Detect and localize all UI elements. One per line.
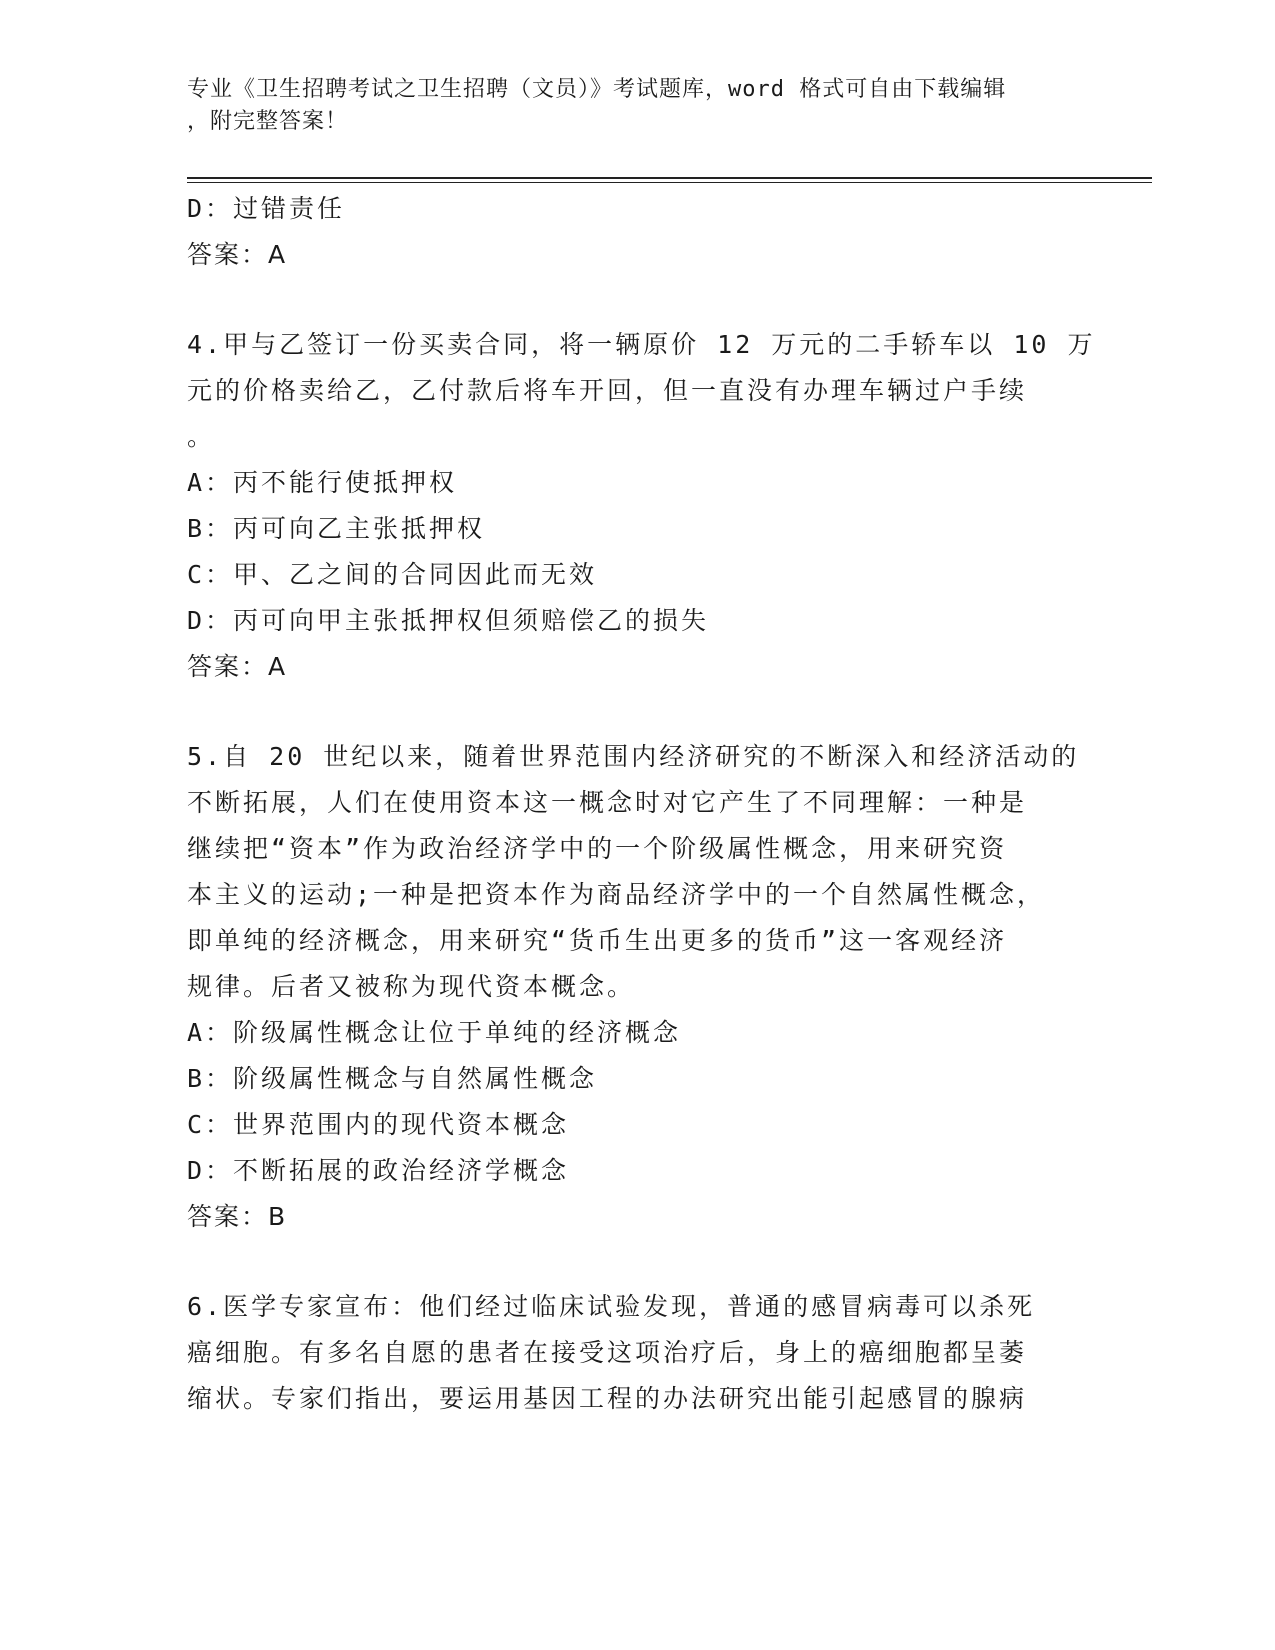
header-divider-bottom [187,182,1152,183]
question-4 [187,322,1096,690]
q5-stem-line-6: 规律。后者又被称为现代资本概念。 [187,972,636,1001]
q6-stem-line-2: 癌细胞。有多名自愿的患者在接受这项治疗后，身上的癌细胞都呈萎 [187,1338,1028,1367]
q5-stem-line-1: 5.自 20 世纪以来，随着世界范围内经济研究的不断深入和经济活动的 [187,742,1080,771]
q5-stem-line-2: 不断拓展，人们在使用资本这一概念时对它产生了不同理解：一种是 [187,788,1028,817]
q4-stem-line-1: 4.甲与乙签订一份买卖合同，将一辆原价 12 万元的二手轿车以 10 万 [187,330,1096,359]
header-line-1: 专业《卫生招聘考试之卫生招聘（文员）》考试题库，word 格式可自由下载编辑 [187,77,1007,102]
q4-option-a: A：丙不能行使抵押权 [187,468,458,497]
page-header [187,74,1067,138]
question-5 [187,734,1080,1240]
spacer [187,1240,1067,1284]
spacer [187,690,1067,734]
q6-stem-line-1: 6.医学专家宣布：他们经过临床试验发现，普通的感冒病毒可以杀死 [187,1292,1036,1321]
q6-stem-line-3: 缩状。专家们指出，要运用基因工程的办法研究出能引起感冒的腺病 [187,1384,1028,1413]
q4-stem-line-3: 。 [187,422,216,451]
q3-option-d: D：过错责任 [187,194,346,223]
spacer [187,278,1067,322]
q5-option-b: B：阶级属性概念与自然属性概念 [187,1064,598,1093]
q5-stem-line-4: 本主义的运动;一种是把资本作为商品经济学中的一个自然属性概念， [187,880,1046,909]
q3-answer: 答案：A [187,240,288,269]
question-6 [187,1284,1067,1422]
q5-stem-line-5: 即单纯的经济概念，用来研究“货币生出更多的货币”这一客观经济 [187,926,1008,955]
header-divider-top [187,177,1152,179]
q4-stem-line-2: 元的价格卖给乙，乙付款后将车开回，但一直没有办理车辆过户手续 [187,376,1028,405]
q4-option-d: D：丙可向甲主张抵押权但须赔偿乙的损失 [187,606,710,635]
q5-option-d: D：不断拓展的政治经济学概念 [187,1156,570,1185]
document-body [187,186,1096,1422]
question-3 [187,186,1067,278]
q4-option-c: C：甲、乙之间的合同因此而无效 [187,560,598,589]
q5-answer: 答案：B [187,1202,288,1231]
q4-answer: 答案：A [187,652,288,681]
q4-option-b: B：丙可向乙主张抵押权 [187,514,486,543]
q5-option-c: C：世界范围内的现代资本概念 [187,1110,570,1139]
header-line-2: ，附完整答案！ [187,109,349,134]
q5-option-a: A：阶级属性概念让位于单纯的经济概念 [187,1018,682,1047]
q5-stem-line-3: 继续把“资本”作为政治经济学中的一个阶级属性概念，用来研究资 [187,834,1008,863]
